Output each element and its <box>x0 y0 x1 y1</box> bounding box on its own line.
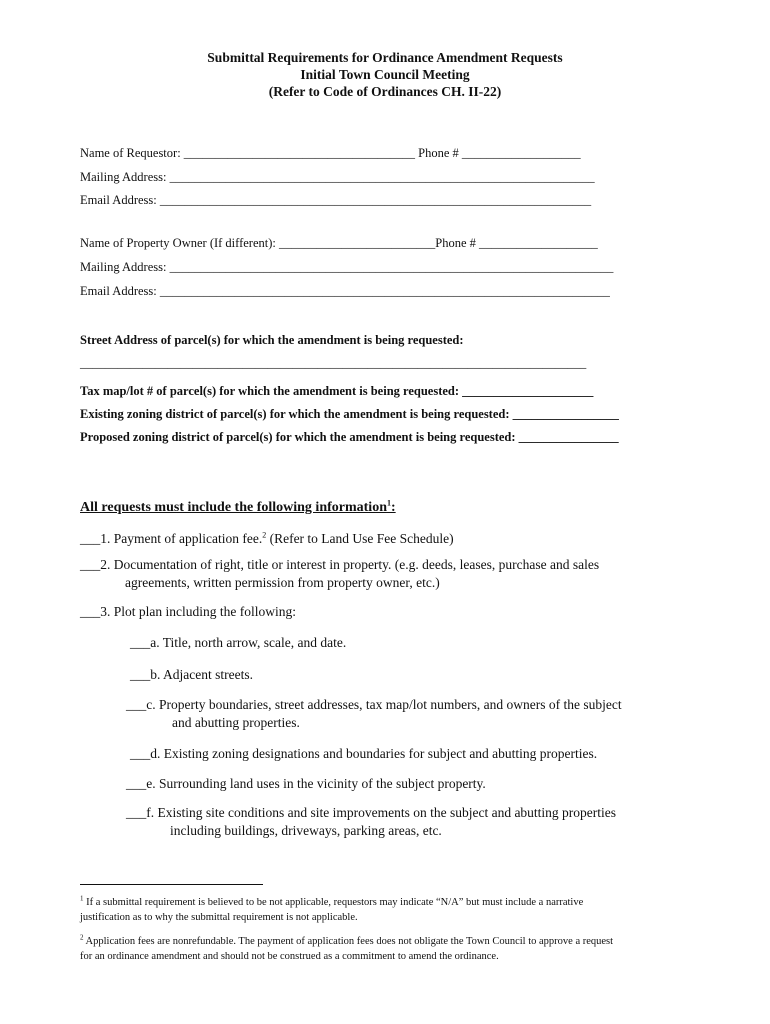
street-address-field[interactable]: _________________________________________________________________________________ <box>80 356 587 370</box>
owner-name-field[interactable]: Name of Property Owner (If different): _________________________Phone # ___________________ <box>80 236 598 250</box>
checklist-subitem-f[interactable]: ___f. Existing site conditions and site improvements on the subject and abutting properties <box>126 805 617 820</box>
doc-reference: (Refer to Code of Ordinances CH. II-22) <box>268 84 502 99</box>
checklist-item-3[interactable]: ___3. Plot plan including the following: <box>80 604 296 619</box>
doc-subtitle: Initial Town Council Meeting <box>300 67 470 82</box>
owner-mailing-field[interactable]: Mailing Address: _______________________________________________________________________ <box>80 260 614 274</box>
checklist-item-2-continued: agreements, written permission from property owner, etc.) <box>125 575 440 590</box>
checklist-subitem-a[interactable]: ___a. Title, north arrow, scale, and date. <box>130 635 347 650</box>
checklist-subitem-f-continued: including buildings, driveways, parking areas, etc. <box>170 823 442 838</box>
existing-zoning-field[interactable]: Existing zoning district of parcel(s) for which the amendment is being requested: _________________ <box>80 407 619 421</box>
checklist-item-2[interactable]: ___2. Documentation of right, title or interest in property. (e.g. deeds, leases, purchase and sales <box>80 557 600 572</box>
checklist-subitem-e[interactable]: ___e. Surrounding land uses in the vicinity of the subject property. <box>126 776 486 791</box>
checklist-subitem-d[interactable]: ___d. Existing zoning designations and boundaries for subject and abutting properties. <box>130 746 598 761</box>
footnote-2: $^2$ Application fees are nonrefundable. The payment of application fees does not obligate the Town Council to approve a request for an ordinance amendment and should not be construed as a commitment to amend the ordinance. <box>80 933 614 962</box>
checklist-item-1[interactable]: ___1. Payment of application fee.$^2$ (Refer to Land Use Fee Schedule) <box>80 530 454 546</box>
proposed-zoning-field[interactable]: Proposed zoning district of parcel(s) for which the amendment is being requested: ________________ <box>80 430 619 444</box>
checklist-subitem-c[interactable]: ___c. Property boundaries, street addresses, tax map/lot numbers, and owners of the subject <box>126 697 622 712</box>
checklist-subitem-b[interactable]: ___b. Adjacent streets. <box>130 667 253 682</box>
requirements-heading: All requests must include the following information$^1$: <box>80 498 396 515</box>
owner-email-field[interactable]: Email Address: ________________________________________________________________________ <box>80 284 610 298</box>
doc-title: Submittal Requirements for Ordinance Amendment Requests <box>207 50 563 65</box>
requestor-mailing-field[interactable]: Mailing Address: ____________________________________________________________________ <box>80 170 595 184</box>
footnote-divider <box>80 884 263 885</box>
footnote-1: $^1$ If a submittal requirement is believed to be not applicable, requestors may indicate “N/A” but must include a narrative justification as to why the submittal requirement is not applicable. <box>80 894 584 923</box>
tax-map-field[interactable]: Tax map/lot # of parcel(s) for which the amendment is being requested: _____________________ <box>80 384 594 398</box>
requestor-email-field[interactable]: Email Address: _____________________________________________________________________ <box>80 193 592 207</box>
requestor-name-field[interactable]: Name of Requestor: _____________________________________ Phone # ___________________ <box>80 146 581 160</box>
street-address-label: Street Address of parcel(s) for which the amendment is being requested: <box>80 333 464 347</box>
checklist-subitem-c-continued: and abutting properties. <box>172 715 300 730</box>
